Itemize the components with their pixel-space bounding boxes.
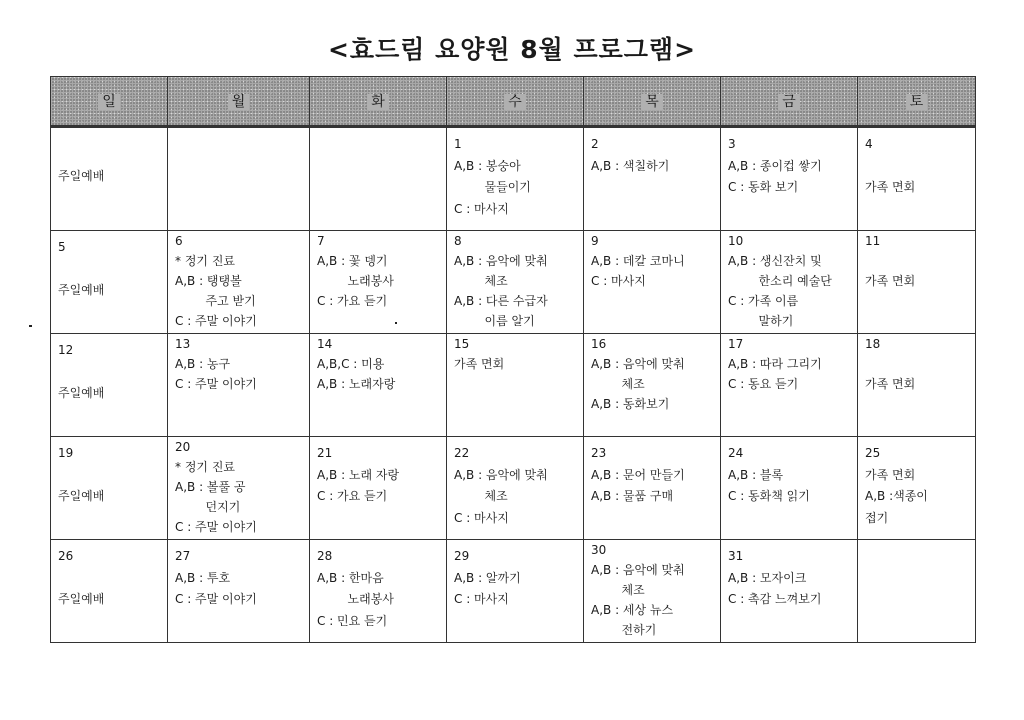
day-cell: 24 A,B : 블록 C : 동화책 읽기 [721,437,858,540]
day-cell: 30 A,B : 음악에 맞춰 체조 A,B : 세상 뉴스 전하기 [584,540,721,643]
day-cell: 16 A,B : 음악에 맞춰 체조 A,B : 동화보기 [584,334,721,437]
day-cell: 4 가족 면회 [858,127,976,231]
day-cell: 10 A,B : 생신잔치 및 한소리 예술단 C : 가족 이름 말하기 [721,231,858,334]
day-cell: 2 A,B : 색칠하기 [584,127,721,231]
day-cell: 11 가족 면회 [858,231,976,334]
day-cell: 21 A,B : 노래 자랑 C : 가요 듣기 [310,437,447,540]
weekday-header-mon: 월 [168,77,310,127]
day-cell: 26 주일예배 [51,540,168,643]
day-cell: 13 A,B : 농구 C : 주말 이야기 [168,334,310,437]
day-cell [858,540,976,643]
day-cell: 1 A,B : 봉숭아 물들이기 C : 마사지 [447,127,584,231]
day-cell: 3 A,B : 종이컵 쌓기 C : 동화 보기 [721,127,858,231]
day-cell: 20 * 정기 진료 A,B : 볼풀 공 던지기 C : 주말 이야기 [168,437,310,540]
day-cell: 6 * 정기 진료 A,B : 탱탱볼 주고 받기 C : 주말 이야기 [168,231,310,334]
week-row [51,334,976,437]
scan-speck [29,325,32,327]
weekday-header-tue: 화 [310,77,447,127]
day-cell: 8 A,B : 음악에 맞춰 체조 A,B : 다른 수급자 이름 알기 [447,231,584,334]
day-cell: 31 A,B : 모자이크 C : 촉감 느껴보기 [721,540,858,643]
day-cell: 28 A,B : 한마음 노래봉사 C : 민요 듣기 [310,540,447,643]
day-cell: 12 주일예배 [51,334,168,437]
week-row [51,540,976,643]
day-cell: 주일예배 [51,127,168,231]
week-row [51,231,976,334]
day-cell: 29 A,B : 알까기 C : 마사지 [447,540,584,643]
day-cell [168,127,310,231]
day-cell: 23 A,B : 문어 만들기 A,B : 물품 구매 [584,437,721,540]
day-cell: 15 가족 면회 [447,334,584,437]
day-cell: 22 A,B : 음악에 맞춰 체조 C : 마사지 [447,437,584,540]
day-cell: 27 A,B : 투호 C : 주말 이야기 [168,540,310,643]
weekday-header-wed: 수 [447,77,584,127]
calendar-table [50,76,976,643]
day-cell: 9 A,B : 데칼 코마니 C : 마사지 [584,231,721,334]
day-cell: 25 가족 면회 A,B :색종이 접기 [858,437,976,540]
day-cell: 18 가족 면회 [858,334,976,437]
weekday-header-sat: 토 [858,77,976,127]
day-cell: 19 주일예배 [51,437,168,540]
weekday-header-fri: 금 [721,77,858,127]
page-title: <효드림 요양원 8월 프로그램> [327,35,697,64]
weekday-header-sun: 일 [51,77,168,127]
week-row [51,127,976,231]
week-row [51,437,976,540]
scan-speck [395,322,397,324]
day-cell: 7 A,B : 꽃 뎅기 노래봉사 C : 가요 듣기 [310,231,447,334]
day-cell: 17 A,B : 따라 그리기 C : 동요 듣기 [721,334,858,437]
day-cell [310,127,447,231]
weekday-header-thu: 목 [584,77,721,127]
day-cell: 5 주일예배 [51,231,168,334]
weekday-header-row [51,77,976,127]
day-cell: 14 A,B,C : 미용 A,B : 노래자랑 [310,334,447,437]
